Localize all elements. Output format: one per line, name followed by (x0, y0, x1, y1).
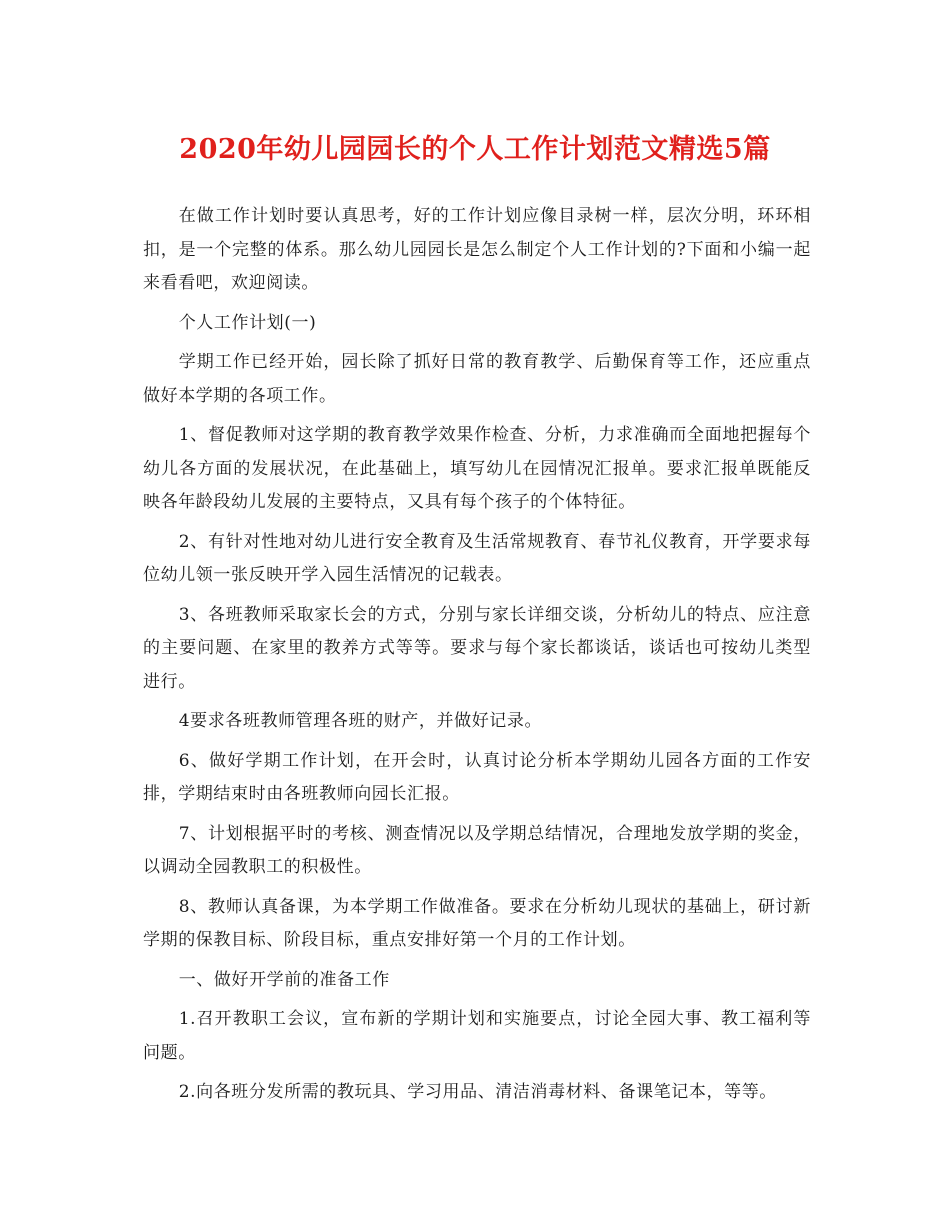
document-title: 2020年幼儿园园长的个人工作计划范文精选5篇 (179, 134, 771, 165)
document-body (143, 200, 811, 1116)
paragraph-section-heading: 个人工作计划(一) (178, 312, 317, 333)
paragraph: 4要求各班教师管理各班的财产，并做好记录。 (178, 711, 543, 731)
paragraph: 2.向各班分发所需的教玩具、学习用品、清洁消毒材料、备课笔记本，等等。 (178, 1082, 777, 1102)
paragraph-subheading: 一、做好开学前的准备工作 (178, 969, 390, 990)
paragraph: 6、做好学期工作计划，在开会时，认真讨论分析本学期幼儿园各方面的工作安排，学期结束时由各班教师向园长汇报。 (143, 750, 811, 804)
paragraph-intro: 在做工作计划时要认真思考，好的工作计划应像目录树一样，层次分明，环环相扣，是一个完整的体系。那么幼儿园园长是怎么制定个人工作计划的?下面和小编一起来看看吧，欢迎阅读。 (143, 206, 811, 293)
paragraph: 2、有针对性地对幼儿进行安全教育及生活常规教育、春节礼仪教育，开学要求每位幼儿领一张反映开学入园生活情况的记载表。 (143, 531, 811, 585)
paragraph: 1、督促教师对这学期的教育教学效果作检查、分析，力求准确而全面地把握每个幼儿各方面的发展状况，在此基础上，填写幼儿在园情况汇报单。要求汇报单既能反映各年龄段幼儿发展的主要特点，又具有每个孩子的个体特征。 (143, 425, 811, 512)
paragraph: 8、教师认真备课，为本学期工作做准备。要求在分析幼儿现状的基础上，研讨新学期的保教目标、阶段目标，重点安排好第一个月的工作计划。 (143, 896, 811, 950)
paragraph: 1.召开教职工会议，宣布新的学期计划和实施要点，讨论全园大事、教工福利等问题。 (143, 1009, 811, 1063)
paragraph: 学期工作已经开始，园长除了抓好日常的教育教学、后勤保育等工作，还应重点做好本学期的各项工作。 (143, 352, 811, 406)
paragraph: 3、各班教师采取家长会的方式，分别与家长详细交谈，分析幼儿的特点、应注意的主要问题、在家里的教养方式等等。要求与每个家长都谈话，谈话也可按幼儿类型进行。 (143, 604, 811, 692)
paragraph: 7、计划根据平时的考核、测查情况以及学期总结情况，合理地发放学期的奖金，以调动全园教职工的积极性。 (143, 823, 811, 877)
